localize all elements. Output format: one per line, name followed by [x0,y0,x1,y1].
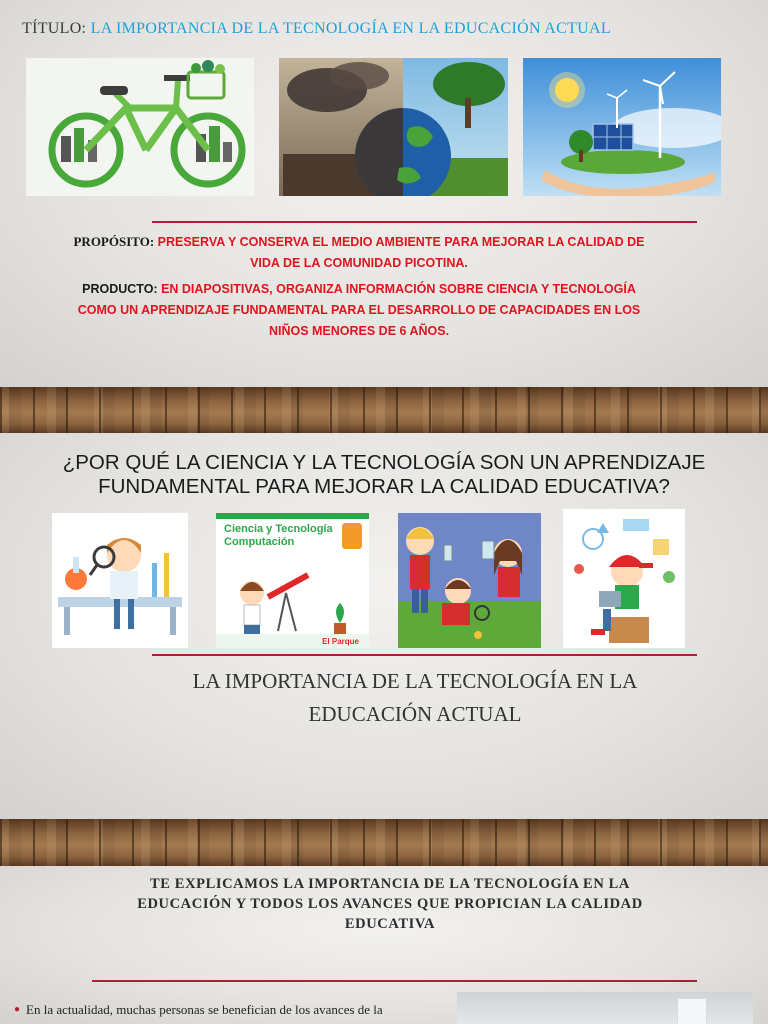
question-line-2: FUNDAMENTAL PARA MEJORAR LA CALIDAD EDUCATIVA? [98,475,670,498]
wood-separator-1 [0,387,768,433]
photo-device-shape [677,998,707,1024]
question-line-1: ¿POR QUÉ LA CIENCIA Y LA TECNOLOGÍA SON UN APRENDIZAJE [62,451,706,474]
book-title [224,523,333,549]
book-top-band [216,513,369,519]
purpose-label: PROPÓSITO: [73,234,155,249]
polluted-vs-green-earth-image [279,58,508,196]
book-publisher: El Parque [322,637,359,646]
book-title-line-2: Computación [224,536,295,548]
purpose-line-2: VIDA DE LA COMUNIDAD PICOTINA. [250,256,468,270]
slide-3 [0,866,768,1024]
purpose-block [14,231,704,274]
slide-3-heading [90,874,690,934]
children-exploring-image [398,513,541,648]
red-divider-2 [152,654,697,656]
slide-2 [0,433,768,819]
book-title-line-1: Ciencia y Tecnología [224,523,333,535]
slide-1 [0,0,768,387]
red-divider-3 [92,980,697,982]
science-book-cover [216,513,369,648]
bullet-item [14,1000,444,1022]
red-divider-1 [152,221,697,223]
slide-title [22,20,611,38]
green-bicycle-city-image [26,58,254,196]
question-heading [20,451,748,499]
hand-holding-solar-wind-image [523,58,721,196]
product-block [14,279,704,342]
wood-separator-2 [0,819,768,866]
subtitle-line-2: EDUCACIÓN ACTUAL [308,702,522,726]
subtitle-line-1: LA IMPORTANCIA DE LA TECNOLOGÍA EN LA [192,669,638,693]
book-level-badge [342,523,362,549]
slide-2-subtitle [150,665,680,731]
heading-line-2: EDUCACIÓN Y TODOS LOS AVANCES QUE PROPICIAN LA CALIDAD [137,896,643,912]
product-label: PRODUCTO: [82,282,158,296]
child-scientist-image [52,513,188,648]
product-line-2: COMO UN APRENDIZAJE FUNDAMENTAL PARA EL DESARROLLO DE CAPACIDADES EN LOS [77,303,641,317]
product-line-1: EN DIAPOSITIVAS, ORGANIZA INFORMACIÓN SOBRE CIENCIA Y TECNOLOGÍA [161,282,636,296]
bullet-dot: ● [14,1004,21,1015]
title-label: TÍTULO: [22,20,87,37]
bullet-text: En la actualidad, muchas personas se benefician de los avances de la [26,1002,383,1017]
child-tablet-technology-image [563,509,685,648]
heading-line-3: EDUCATIVA [344,916,436,932]
heading-line-1: TE EXPLICAMOS LA IMPORTANCIA DE LA TECNOLOGÍA EN LA [150,876,630,892]
purpose-line-1: PRESERVA Y CONSERVA EL MEDIO AMBIENTE PARA MEJORAR LA CALIDAD DE [157,235,645,249]
product-line-3: NIÑOS MENORES DE 6 AÑOS. [268,324,450,338]
technology-photo-image [457,992,753,1024]
title-value: LA IMPORTANCIA DE LA TECNOLOGÍA EN LA EDUCACIÓN ACTUAL [90,20,611,37]
